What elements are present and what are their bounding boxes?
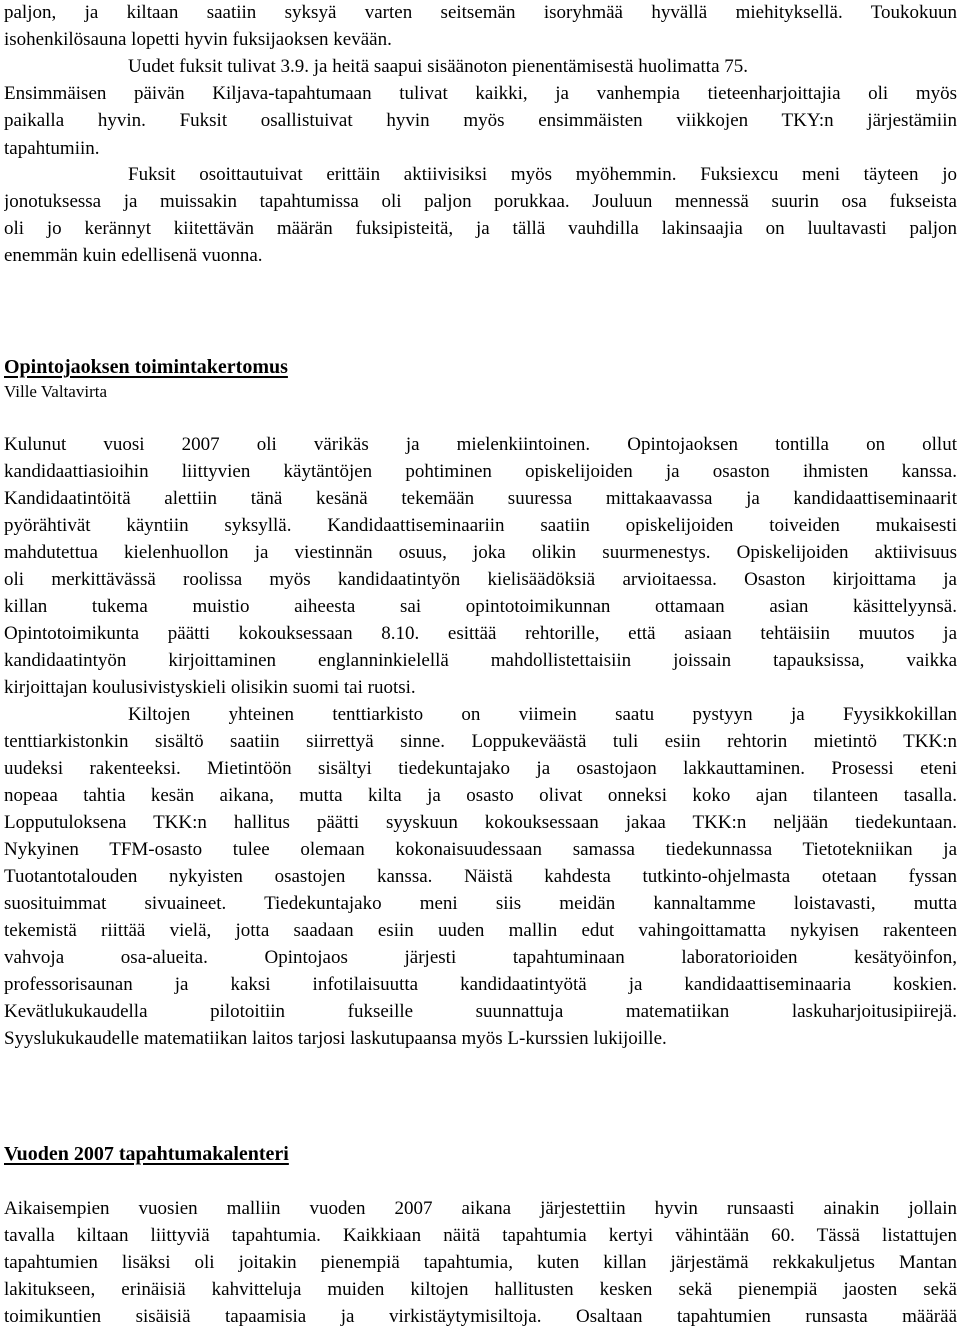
study-line-6: oli merkittävässä roolissa myös kandidaatintyön kielisäädöksiä arvioitaessa. Osaston kirjoittama ja [4, 569, 957, 590]
study-line-5: mahdutettua kielenhuollon ja viestinnän osuus, joka olikin suurmenestys. Opiskelijoiden aktiivisuus [4, 542, 957, 563]
study-line-14: nopeaa tahtia kesän aikana, mutta kilta ja osasto olivat onneksi koko ajan tilanteen tasalla. [4, 785, 957, 806]
calendar-section-heading: Vuoden 2007 tapahtumakalenteri [4, 1143, 289, 1165]
study-line-10: kirjoittajan koulusivistyskieli olisikin suomi tai ruotsi. [4, 677, 416, 698]
calendar-line-1: Aikaisempien vuosien malliin vuoden 2007 aikana järjestettiin hyvin runsaasti ainakin jollain [4, 1198, 957, 1219]
intro-line-2: isohenkilösauna lopetti hyvin fuksijaoksen kevään. [4, 29, 392, 50]
study-line-8: Opintotoimikunta päätti kokouksessaan 8.10. esittää rehtorille, että asiaan tehtäisiin muutos ja [4, 623, 957, 644]
study-line-13: uudeksi rakenteeksi. Mietintöön sisältyi tiedekuntajako ja osastojaon lakkauttaminen. Prosessi eteni [4, 758, 957, 779]
intro-line-1: paljon, ja kiltaan saatiin syksyä varten seitsemän isoryhmää hyvällä miehityksellä. Toukokuun [4, 2, 957, 23]
intro-line-3: Uudet fuksit tulivat 3.9. ja heitä saapui sisäänoton pienentämisestä huolimatta 75. [128, 56, 749, 77]
study-line-2: kandidaattiasioihin liittyvien käytäntöjen pohtiminen opiskelijoiden ja osaston ihmisten kanssa. [4, 461, 957, 482]
study-line-18: suosituimmat sivuaineet. Tiedekuntajako meni siis meidän kannaltamme loistavasti, mutta [4, 893, 957, 914]
study-line-21: professorisaunan ja kaksi infotilaisuutta kandidaatintyötä ja kandidaattiseminaaria koskien. [4, 974, 957, 995]
calendar-line-2: tavalla kiltaan liittyviä tapahtumia. Kaikkiaan näitä tapahtumia kertyi vähintään 60. Tässä listattujen [4, 1225, 957, 1246]
study-line-19: tekemistä riittää vielä, jotta saadaan esiin uuden mallin edut vahingoittamatta nykyisen rakenteen [4, 920, 957, 941]
study-line-23: Syyslukukaudelle matematiikan laitos tarjosi laskutupaansa myös L-kurssien lukijoille. [4, 1028, 667, 1049]
calendar-line-5: toimikuntien sisäisiä tapaamisia ja virkistäytymisiltoja. Osaltaan tapahtumien runsasta määrää [4, 1306, 957, 1327]
study-section-author: Ville Valtavirta [4, 382, 107, 401]
study-line-20: vahvoja osa-alueita. Opintojaos järjesti tapahtuminaan laboratorioiden kesätyöinfon, [4, 947, 957, 968]
calendar-line-3: tapahtumien lisäksi oli joitakin pienempiä tapahtumia, kuten killan järjestämä rekkakuljetus Mantan [4, 1252, 957, 1273]
intro-line-9: oli jo kerännyt kiitettävän määrän fuksipisteitä, ja tällä vauhdilla lakinsaajia on luultavasti paljon [4, 218, 957, 239]
intro-line-6: tapahtumiin. [4, 138, 100, 159]
intro-line-10: enemmän kuin edellisenä vuonna. [4, 245, 263, 266]
study-line-11: Kiltojen yhteinen tenttiarkisto on viimein saatu pystyyn ja Fyysikkokillan [128, 704, 957, 725]
intro-line-7: Fuksit osoittautuivat erittäin aktiivisiksi myös myöhemmin. Fuksiexcu meni täyteen jo [128, 164, 957, 185]
study-line-12: tenttiarkistonkin sisältö saatiin siirrettyä sinne. Loppukeväästä tuli esiin rehtorin mietintö TKK:n [4, 731, 957, 752]
study-line-16: Nykyinen TFM-osasto tulee olemaan kokonaisuudessaan samassa tiedekunnassa Tietotekniikan ja [4, 839, 957, 860]
study-line-1: Kulunut vuosi 2007 oli värikäs ja mielenkiintoinen. Opintojaoksen tontilla on ollut [4, 434, 957, 455]
intro-line-5: paikalla hyvin. Fuksit osallistuivat hyvin myös ensimmäisten viikkojen TKY:n järjestämiin [4, 110, 957, 131]
calendar-line-4: lakitukseen, erinäisiä kahvitteluja muiden kiltojen hallitusten kesken sekä pienempiä jaosten sekä [4, 1279, 957, 1300]
intro-line-4: Ensimmäisen päivän Kiljava-tapahtumaan tulivat kaikki, ja vanhempia tieteenharjoittajia oli myös [4, 83, 957, 104]
study-line-22: Kevätlukukaudella pilotoitiin fukseille suunnattuja matematiikan laskuharjoitusipiirejä. [4, 1001, 957, 1022]
study-line-4: pyörähtivät käyntiin syksyllä. Kandidaattiseminaariin saatiin opiskelijoiden toiveiden mukaisesti [4, 515, 957, 536]
intro-line-8: jonotuksessa ja muissakin tapahtumissa oli paljon porukkaa. Jouluun mennessä suurin osa fukseista [4, 191, 957, 212]
study-section-heading: Opintojaoksen toimintakertomus [4, 356, 288, 378]
study-line-7: killan tukema muistio aiheesta sai opintotoimikunnan ottamaan asian käsittelyynsä. [4, 596, 957, 617]
study-line-9: kandidaatintyön kirjoittaminen englanninkielellä mahdollistettaisiin joissain tapauksissa, vaikka [4, 650, 957, 671]
study-line-17: Tuotantotalouden nykyisten osastojen kanssa. Näistä kahdesta tutkinto-ohjelmasta otetaan fyssan [4, 866, 957, 887]
study-line-15: Lopputuloksena TKK:n hallitus päätti syyskuun kokouksessaan jakaa TKK:n neljään tiedekuntaan. [4, 812, 957, 833]
study-line-3: Kandidaatintöitä alettiin tänä kesänä tekemään suuressa mittakaavassa ja kandidaattiseminaarit [4, 488, 957, 509]
